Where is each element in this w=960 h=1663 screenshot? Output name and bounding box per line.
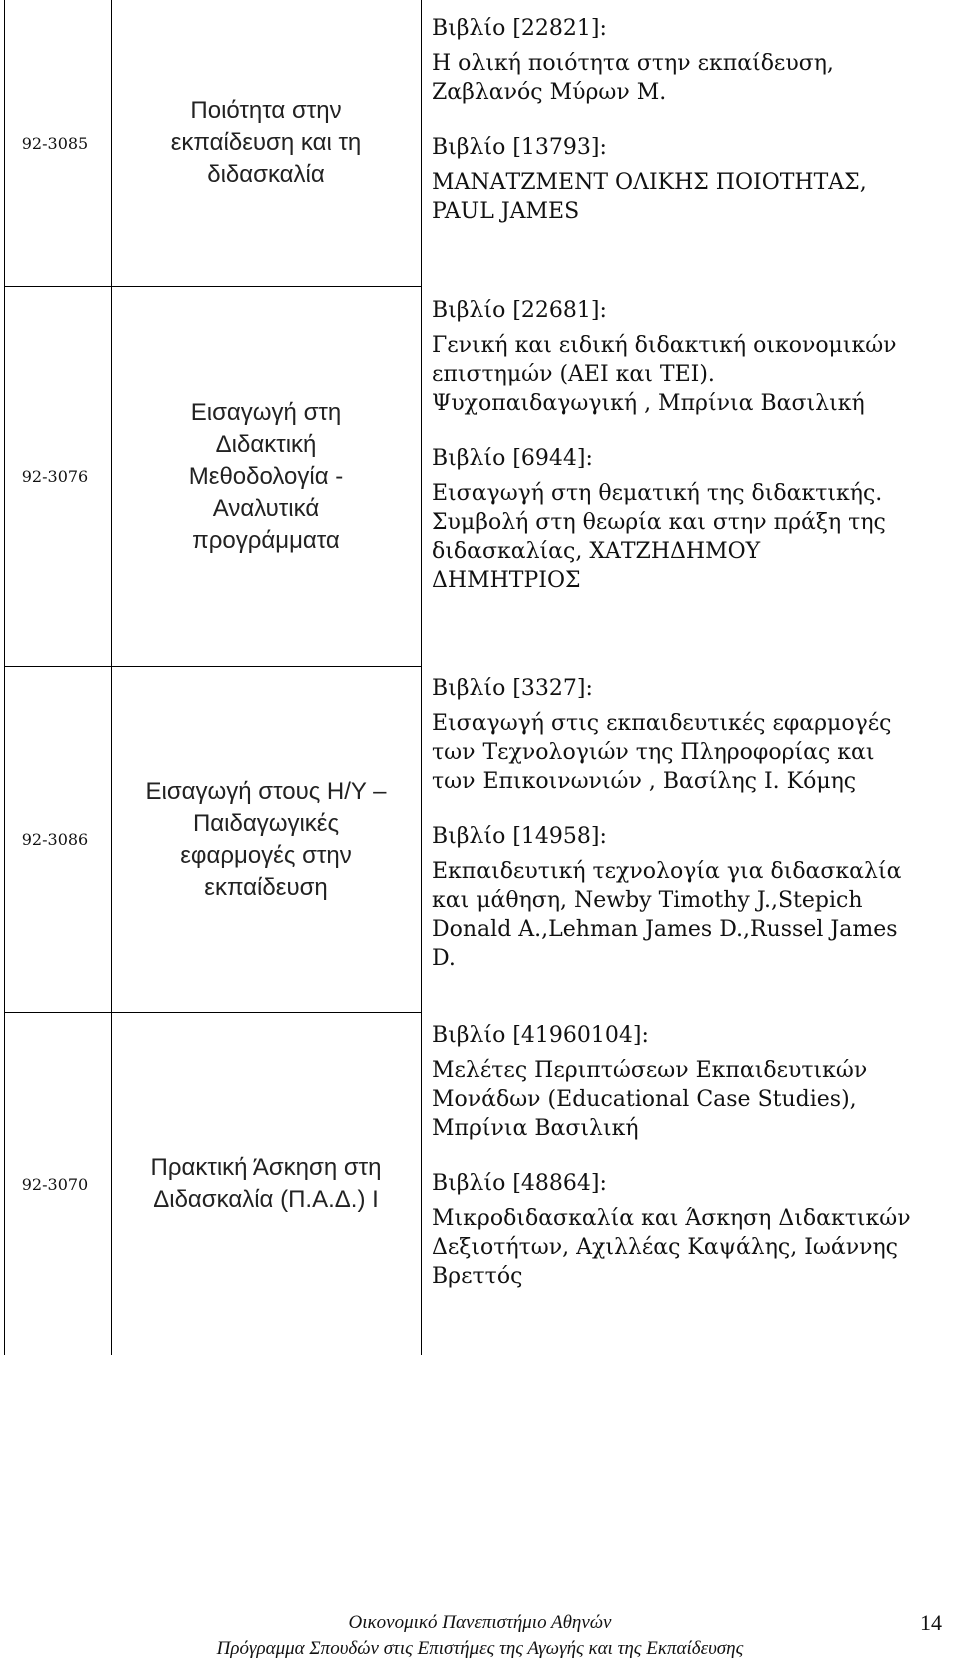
course-title-line: Εισαγωγή στη: [190, 398, 342, 426]
course-code: [0, 287, 110, 666]
textbook-line: Η ολική ποιότητα στην εκπαίδευση,: [432, 51, 834, 76]
course-code-text: 92-3086: [21, 830, 89, 849]
course-title-line: Αναλυτικά: [212, 494, 320, 522]
course-title-line: εκπαίδευση και τη: [170, 129, 362, 156]
footer-university: Οικονομικό Πανεπιστήμιο Αθηνών: [348, 1612, 612, 1633]
course-title-line: εφαρμογές στην: [180, 841, 352, 869]
textbook-line: Γενική και ειδική διδακτική οικονομικών: [432, 333, 897, 358]
course-title-line: Ποιότητα στην: [190, 97, 342, 124]
course-title: [112, 667, 420, 1012]
course-title-line: προγράμματα: [192, 526, 340, 554]
course-title-line: Διδακτική: [215, 430, 317, 458]
textbook-line: Μπρίνια Βασιλική: [432, 1116, 639, 1141]
course-title-line: Εισαγωγή στους Η/Υ –: [145, 777, 387, 805]
textbook-id: Βιβλίο [41960104]:: [432, 1023, 649, 1048]
textbook-line: Μονάδων (Educational Case Studies),: [432, 1087, 857, 1112]
course-code: [0, 0, 110, 286]
course-title-line: Διδασκαλία (Π.Α.Δ.) Ι: [153, 1186, 379, 1213]
textbook-entry: [432, 444, 952, 595]
course-code: [0, 1013, 110, 1355]
textbook-line: Βρεττός: [432, 1264, 523, 1289]
textbook-line: Δεξιοτήτων, Αχιλλέας Καψάλης, Ιωάννης: [432, 1235, 898, 1260]
textbook-line: Εκπαιδευτική τεχνολογία για διδασκαλία: [432, 859, 902, 884]
textbook-list: [432, 1021, 952, 1291]
textbook-line: Ψυχοπαιδαγωγική , Μπρίνια Βασιλική: [432, 391, 865, 416]
textbook-line: των Επικοινωνιών , Βασίλης Ι. Κόμης: [432, 769, 857, 794]
textbook-line: Συμβολή στη θεωρία και στην πράξη της: [432, 510, 886, 535]
course-title: [112, 1013, 420, 1355]
textbook-list: [432, 296, 952, 595]
textbook-entry: [432, 1021, 952, 1143]
footer-program: Πρόγραμμα Σπουδών στις Επιστήμες της Αγωγής και της Εκπαίδευσης: [216, 1638, 744, 1659]
textbook-line: Donald A.,Lehman James D.,Russel James: [432, 917, 898, 942]
textbook-entry: [432, 14, 952, 107]
course-code: [0, 667, 110, 1012]
textbook-id: Βιβλίο [6944]:: [432, 446, 593, 471]
textbook-line: Μελέτες Περιπτώσεων Εκπαιδευτικών: [432, 1058, 868, 1083]
course-code-text: 92-3085: [21, 133, 89, 153]
course-title-line: Μεθοδολογία -: [188, 462, 344, 490]
course-title-line: εκπαίδευση: [204, 873, 328, 901]
course-title-line: διδασκαλία: [207, 161, 325, 188]
textbook-line: Εισαγωγή στις εκπαιδευτικές εφαρμογές: [432, 711, 892, 736]
textbook-line: D.: [432, 946, 456, 971]
textbook-line: ΔΗΜΗΤΡΙΟΣ: [432, 568, 581, 593]
textbook-line: Ζαβλανός Μύρων Μ.: [432, 80, 667, 105]
textbook-entry: [432, 822, 952, 973]
textbook-line: διδασκαλίας, ΧΑΤΖΗΔΗΜΟΥ: [432, 539, 761, 564]
textbook-id: Βιβλίο [3327]:: [432, 676, 593, 701]
textbook-list: [432, 674, 952, 973]
textbook-id: Βιβλίο [13793]:: [432, 135, 607, 160]
course-title: [112, 0, 420, 286]
textbook-id: Βιβλίο [22821]:: [432, 16, 607, 41]
textbook-line: των Τεχνολογιών της Πληροφορίας και: [432, 740, 875, 765]
textbook-line: ΜΑΝΑΤΖΜΕΝΤ ΟΛΙΚΗΣ ΠΟΙΟΤΗΤΑΣ,: [432, 170, 867, 195]
page-number: 14: [920, 1610, 942, 1635]
course-code-text: 92-3076: [21, 467, 89, 486]
course-title-line: Παιδαγωγικές: [192, 809, 340, 837]
textbook-entry: [432, 1169, 952, 1291]
textbook-entry: [432, 296, 952, 418]
course-code-text: 92-3070: [21, 1174, 89, 1194]
course-title: [112, 287, 420, 666]
textbook-line: και μάθηση, Newby Timothy J.,Stepich: [432, 888, 863, 913]
textbook-id: Βιβλίο [22681]:: [432, 298, 607, 323]
course-title-line: Πρακτική Άσκηση στη: [150, 1154, 382, 1181]
textbook-entry: [432, 674, 952, 796]
table-divider-course: [421, 0, 422, 1355]
textbook-list: [432, 14, 952, 226]
textbook-line: επιστημών (ΑΕΙ και ΤΕΙ).: [432, 362, 715, 387]
textbook-id: Βιβλίο [14958]:: [432, 824, 607, 849]
textbook-entry: [432, 133, 952, 226]
textbook-id: Βιβλίο [48864]:: [432, 1171, 607, 1196]
textbook-line: Εισαγωγή στη θεματική της διδακτικής.: [432, 481, 883, 506]
textbook-line: Μικροδιδασκαλία και Άσκηση Διδακτικών: [432, 1206, 911, 1231]
textbook-line: PAUL JAMES: [432, 199, 580, 224]
